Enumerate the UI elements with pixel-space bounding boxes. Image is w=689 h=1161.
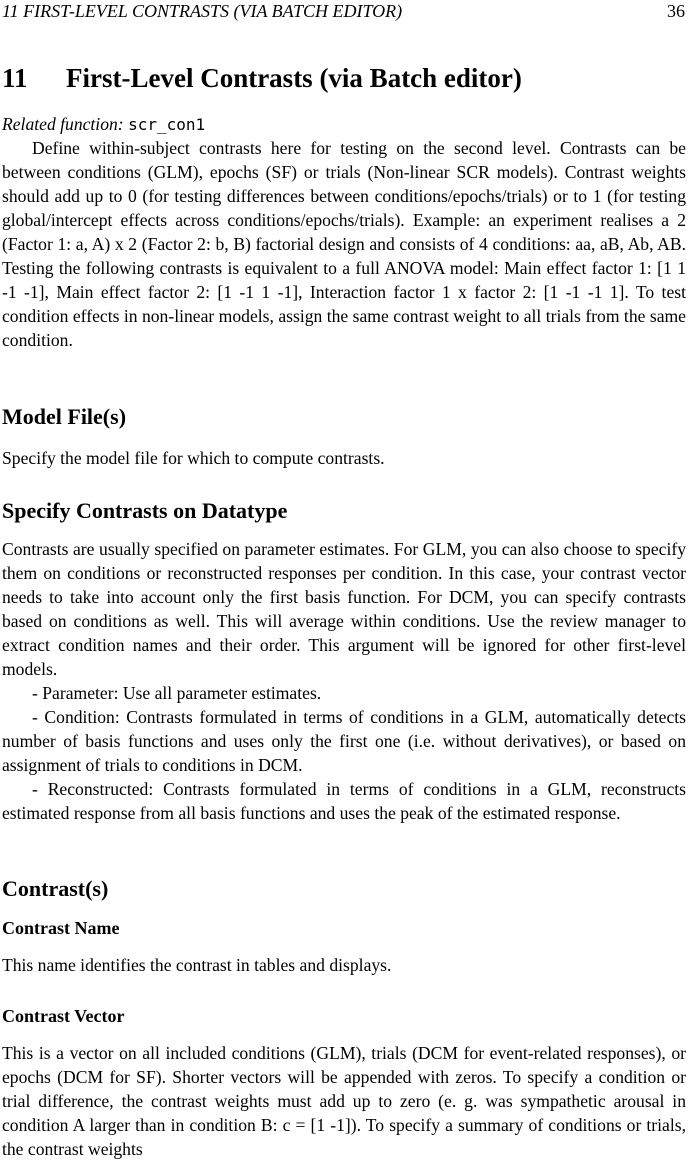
section-intro-paragraph: Define within-subject contrasts here for testing on the second level. Contrasts can be between conditions (GLM), epochs (SF) or trials (Non-linear SCR models). Contrast weights should add up to 0 (for testing differences between conditions/epochs/trials) or to 1 (for testing global/intercept effects across conditions/epochs/trials). Example: an experiment realises a 2 (Factor 1: a, A) x 2 (Factor 2: b, B) factorial design and consists of 4 conditions: aa, aB, Ab, AB. Testing the following contrasts is equivalent to a full ANOVA model: Main effect factor 1: [1 1 -1 -1], Main effect factor 2: [1 -1 1 -1], Interaction factor 1 x factor 2: [1 -1 -1 1]. To test condition effects in non-linear models, assign the same contrast weight to all trials from the same condition. [2, 138, 686, 350]
heading-contrast-name: Contrast Name [2, 918, 120, 938]
section-number: 11 [2, 63, 28, 93]
related-function-line [2, 112, 686, 137]
related-function-name: scr_con1 [128, 115, 206, 134]
heading-contrast-vector: Contrast Vector [2, 1006, 125, 1026]
heading-specify-contrasts-datatype: Specify Contrasts on Datatype [2, 498, 288, 523]
datatype-description [2, 537, 686, 825]
running-header-title: 11 FIRST-LEVEL CONTRASTS (VIA BATCH EDITOR) [2, 1, 403, 21]
heading-contrasts: Contrast(s) [2, 876, 109, 901]
section-title [2, 62, 522, 94]
model-files-text: Specify the model file for which to compute contrasts. [2, 448, 385, 468]
datatype-item-condition: - Condition: Contrasts formulated in terms of conditions in a GLM, automatically detects number of basis functions and uses only the first one (i.e. without derivatives), or based on assignment of trials to conditions in DCM. [2, 707, 686, 775]
heading-model-files: Model File(s) [2, 404, 127, 429]
running-header [2, 0, 687, 22]
page-number: 36 [667, 1, 685, 21]
contrast-vector-text: This is a vector on all included conditions (GLM), trials (DCM for event-related responses), or epochs (DCM for SF). Shorter vectors will be appended with zeros. To specify a condition or trial difference, the contrast weights must add up to zero (e. g. was sympathetic arousal in condition A larger than in condition B: c = [1 -1]). To specify a summary of conditions or trials, the contrast weights [2, 1043, 686, 1159]
contrast-name-text: This name identifies the contrast in tables and displays. [2, 955, 392, 975]
datatype-item-reconstructed: - Reconstructed: Contrasts formulated in terms of conditions in a GLM, reconstructs estimated response from all basis functions and uses the peak of the estimated response. [2, 779, 686, 823]
related-function-label: Related function: [2, 114, 124, 134]
datatype-paragraph: Contrasts are usually specified on parameter estimates. For GLM, you can also choose to specify them on conditions or reconstructed responses per condition. In this case, your contrast vector needs to take into account only the first basis function. For DCM, you can specify contrasts based on conditions as well. This will average within conditions. Use the review manager to extract condition names and their order. This argument will be ignored for other first-level models. [2, 539, 686, 679]
section-title-text: First-Level Contrasts (via Batch editor) [66, 63, 522, 93]
datatype-item-parameter: - Parameter: Use all parameter estimates. [32, 683, 322, 703]
